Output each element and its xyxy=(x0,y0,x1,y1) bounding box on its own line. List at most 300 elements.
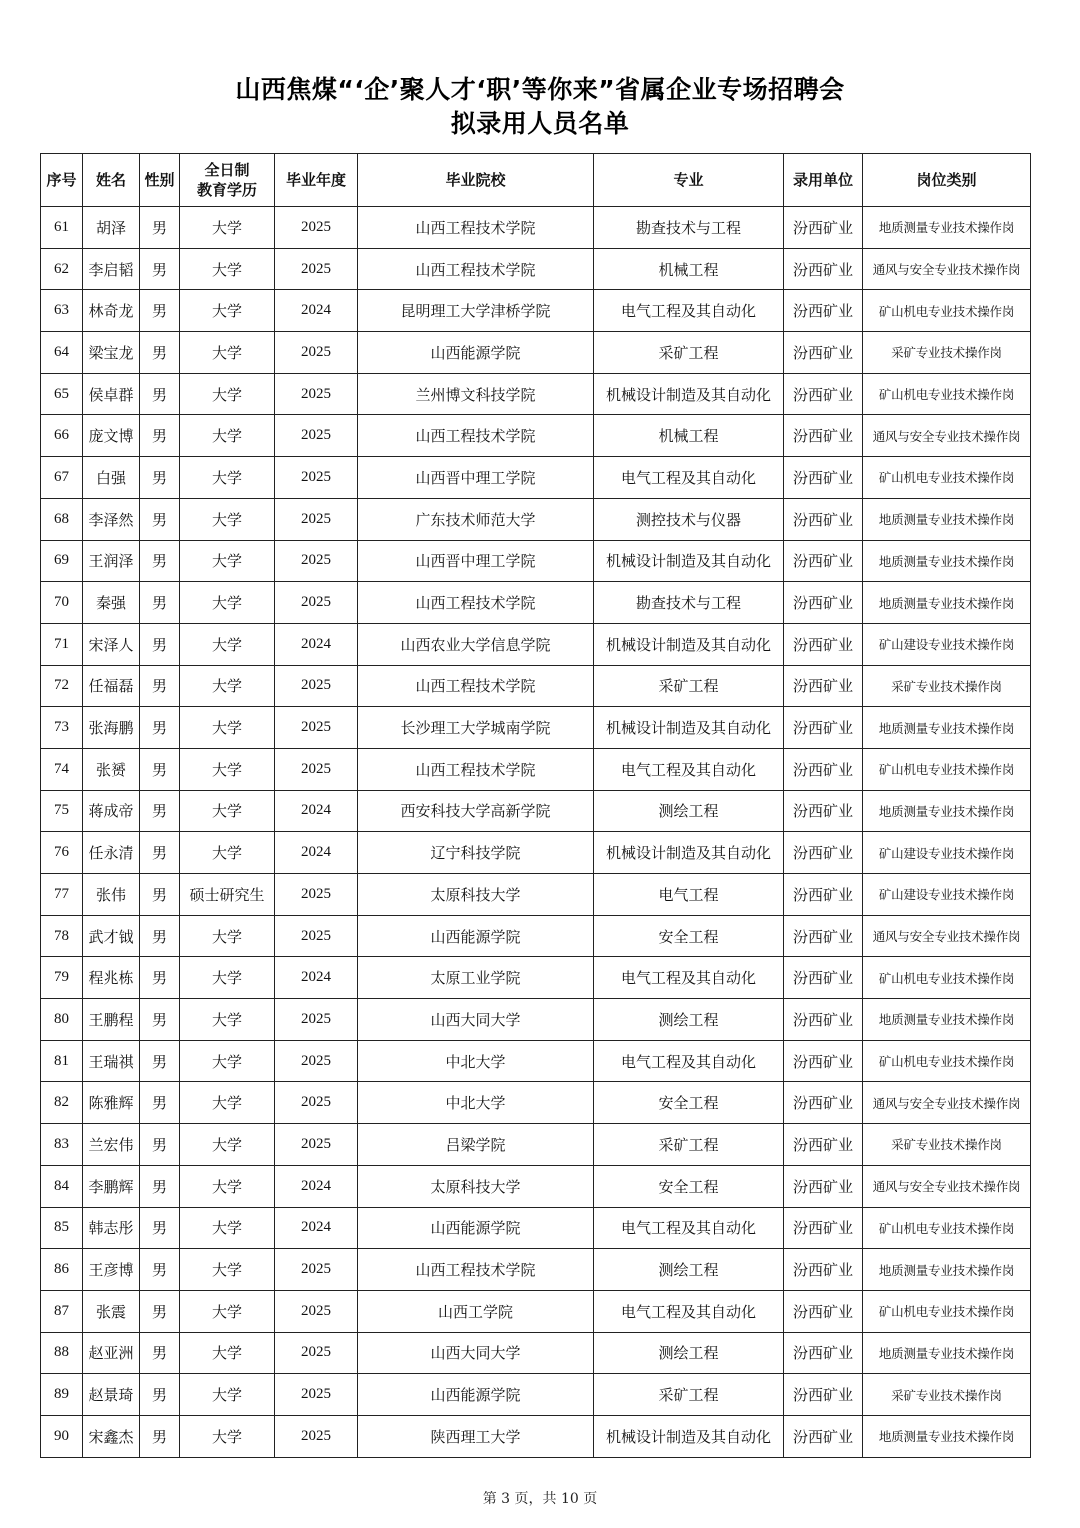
cell-graduation-year: 2024 xyxy=(275,623,358,665)
cell-hiring-unit: 汾西矿业 xyxy=(784,498,863,540)
table-row xyxy=(41,790,1031,832)
cell-education: 大学 xyxy=(180,748,275,790)
cell-school: 山西工程技术学院 xyxy=(358,207,594,249)
cell-school: 山西能源学院 xyxy=(358,915,594,957)
cell-gender: 男 xyxy=(140,415,180,457)
cell-graduation-year: 2025 xyxy=(275,248,358,290)
cell-hiring-unit: 汾西矿业 xyxy=(784,332,863,374)
cell-school: 兰州博文科技学院 xyxy=(358,373,594,415)
table-row xyxy=(41,498,1031,540)
hire-list-table xyxy=(40,153,1031,1458)
cell-major: 勘查技术与工程 xyxy=(594,207,784,249)
cell-education: 大学 xyxy=(180,457,275,499)
cell-graduation-year: 2025 xyxy=(275,1249,358,1291)
cell-name: 梁宝龙 xyxy=(83,332,140,374)
cell-seq: 66 xyxy=(41,415,83,457)
cell-gender: 男 xyxy=(140,332,180,374)
cell-education: 大学 xyxy=(180,1165,275,1207)
cell-gender: 男 xyxy=(140,248,180,290)
cell-seq: 72 xyxy=(41,665,83,707)
cell-school: 广东技术师范大学 xyxy=(358,498,594,540)
cell-position-category: 地质测量专业技术操作岗 xyxy=(863,540,1031,582)
cell-hiring-unit: 汾西矿业 xyxy=(784,373,863,415)
cell-education: 大学 xyxy=(180,1290,275,1332)
cell-position-category: 矿山建设专业技术操作岗 xyxy=(863,874,1031,916)
cell-education: 大学 xyxy=(180,1082,275,1124)
header-position-category: 岗位类别 xyxy=(863,154,1031,207)
cell-gender: 男 xyxy=(140,874,180,916)
cell-school: 辽宁科技学院 xyxy=(358,832,594,874)
cell-major: 测绘工程 xyxy=(594,790,784,832)
cell-name: 韩志彤 xyxy=(83,1207,140,1249)
cell-school: 太原科技大学 xyxy=(358,1165,594,1207)
cell-seq: 82 xyxy=(41,1082,83,1124)
cell-major: 测绘工程 xyxy=(594,1332,784,1374)
cell-school: 昆明理工大学津桥学院 xyxy=(358,290,594,332)
cell-seq: 78 xyxy=(41,915,83,957)
cell-gender: 男 xyxy=(140,498,180,540)
cell-graduation-year: 2025 xyxy=(275,707,358,749)
cell-gender: 男 xyxy=(140,748,180,790)
cell-name: 胡泽 xyxy=(83,207,140,249)
cell-graduation-year: 2025 xyxy=(275,457,358,499)
page-footer: 第 3 页，共 10 页 xyxy=(482,1491,598,1507)
cell-school: 山西能源学院 xyxy=(358,1207,594,1249)
table-row xyxy=(41,665,1031,707)
cell-name: 李鹏辉 xyxy=(83,1165,140,1207)
header-graduation-year: 毕业年度 xyxy=(275,154,358,207)
cell-education: 大学 xyxy=(180,832,275,874)
table-row xyxy=(41,207,1031,249)
cell-school: 山西工程技术学院 xyxy=(358,1249,594,1291)
cell-seq: 67 xyxy=(41,457,83,499)
header-school: 毕业院校 xyxy=(358,154,594,207)
table-row xyxy=(41,915,1031,957)
cell-gender: 男 xyxy=(140,540,180,582)
cell-gender: 男 xyxy=(140,1082,180,1124)
cell-seq: 85 xyxy=(41,1207,83,1249)
cell-gender: 男 xyxy=(140,373,180,415)
cell-graduation-year: 2024 xyxy=(275,832,358,874)
cell-seq: 73 xyxy=(41,707,83,749)
cell-name: 张震 xyxy=(83,1290,140,1332)
cell-hiring-unit: 汾西矿业 xyxy=(784,582,863,624)
cell-gender: 男 xyxy=(140,1290,180,1332)
cell-education: 大学 xyxy=(180,1332,275,1374)
cell-school: 山西能源学院 xyxy=(358,1374,594,1416)
cell-position-category: 地质测量专业技术操作岗 xyxy=(863,582,1031,624)
cell-gender: 男 xyxy=(140,1249,180,1291)
cell-major: 安全工程 xyxy=(594,915,784,957)
cell-gender: 男 xyxy=(140,832,180,874)
table-row xyxy=(41,332,1031,374)
cell-major: 机械设计制造及其自动化 xyxy=(594,1415,784,1457)
cell-graduation-year: 2025 xyxy=(275,415,358,457)
cell-name: 赵景琦 xyxy=(83,1374,140,1416)
cell-education: 大学 xyxy=(180,248,275,290)
cell-school: 山西工程技术学院 xyxy=(358,415,594,457)
cell-education: 大学 xyxy=(180,332,275,374)
cell-graduation-year: 2025 xyxy=(275,1290,358,1332)
cell-name: 任永清 xyxy=(83,832,140,874)
cell-seq: 90 xyxy=(41,1415,83,1457)
table-row xyxy=(41,1249,1031,1291)
cell-school: 长沙理工大学城南学院 xyxy=(358,707,594,749)
cell-hiring-unit: 汾西矿业 xyxy=(784,1124,863,1166)
table-row xyxy=(41,415,1031,457)
cell-hiring-unit: 汾西矿业 xyxy=(784,957,863,999)
cell-name: 李泽然 xyxy=(83,498,140,540)
cell-education: 大学 xyxy=(180,915,275,957)
cell-major: 采矿工程 xyxy=(594,332,784,374)
table-row xyxy=(41,457,1031,499)
cell-education: 大学 xyxy=(180,498,275,540)
cell-position-category: 矿山机电专业技术操作岗 xyxy=(863,748,1031,790)
cell-seq: 70 xyxy=(41,582,83,624)
cell-education: 大学 xyxy=(180,373,275,415)
cell-name: 张伟 xyxy=(83,874,140,916)
cell-major: 测控技术与仪器 xyxy=(594,498,784,540)
cell-name: 王鹏程 xyxy=(83,999,140,1041)
cell-name: 宋泽人 xyxy=(83,623,140,665)
cell-gender: 男 xyxy=(140,915,180,957)
cell-major: 电气工程及其自动化 xyxy=(594,457,784,499)
header-gender: 性别 xyxy=(140,154,180,207)
cell-hiring-unit: 汾西矿业 xyxy=(784,999,863,1041)
table-row xyxy=(41,582,1031,624)
cell-position-category: 地质测量专业技术操作岗 xyxy=(863,1249,1031,1291)
cell-name: 蒋成帝 xyxy=(83,790,140,832)
cell-position-category: 采矿专业技术操作岗 xyxy=(863,665,1031,707)
cell-name: 程兆栋 xyxy=(83,957,140,999)
cell-graduation-year: 2024 xyxy=(275,290,358,332)
cell-school: 吕梁学院 xyxy=(358,1124,594,1166)
cell-position-category: 通风与安全专业技术操作岗 xyxy=(863,248,1031,290)
cell-seq: 87 xyxy=(41,1290,83,1332)
cell-gender: 男 xyxy=(140,999,180,1041)
cell-gender: 男 xyxy=(140,1040,180,1082)
cell-major: 勘查技术与工程 xyxy=(594,582,784,624)
cell-graduation-year: 2024 xyxy=(275,1207,358,1249)
cell-major: 机械工程 xyxy=(594,415,784,457)
cell-school: 山西晋中理工学院 xyxy=(358,540,594,582)
cell-name: 侯卓群 xyxy=(83,373,140,415)
cell-major: 测绘工程 xyxy=(594,1249,784,1291)
cell-education: 大学 xyxy=(180,290,275,332)
cell-name: 王瑞祺 xyxy=(83,1040,140,1082)
cell-hiring-unit: 汾西矿业 xyxy=(784,1082,863,1124)
cell-graduation-year: 2024 xyxy=(275,1165,358,1207)
cell-education: 硕士研究生 xyxy=(180,874,275,916)
cell-position-category: 矿山建设专业技术操作岗 xyxy=(863,832,1031,874)
cell-name: 兰宏伟 xyxy=(83,1124,140,1166)
cell-graduation-year: 2025 xyxy=(275,373,358,415)
cell-position-category: 地质测量专业技术操作岗 xyxy=(863,790,1031,832)
cell-name: 张海鹏 xyxy=(83,707,140,749)
cell-position-category: 通风与安全专业技术操作岗 xyxy=(863,915,1031,957)
cell-position-category: 地质测量专业技术操作岗 xyxy=(863,999,1031,1041)
cell-education: 大学 xyxy=(180,707,275,749)
table-row xyxy=(41,1332,1031,1374)
cell-position-category: 地质测量专业技术操作岗 xyxy=(863,707,1031,749)
cell-graduation-year: 2025 xyxy=(275,999,358,1041)
cell-major: 安全工程 xyxy=(594,1082,784,1124)
cell-gender: 男 xyxy=(140,457,180,499)
cell-education: 大学 xyxy=(180,999,275,1041)
cell-graduation-year: 2025 xyxy=(275,207,358,249)
cell-school: 中北大学 xyxy=(358,1040,594,1082)
cell-position-category: 矿山机电专业技术操作岗 xyxy=(863,1040,1031,1082)
document-title: 山西焦煤“‘企’聚人才‘职’等你来”省属企业专场招聘会 xyxy=(235,75,845,104)
cell-seq: 86 xyxy=(41,1249,83,1291)
cell-hiring-unit: 汾西矿业 xyxy=(784,915,863,957)
table-header-row xyxy=(41,154,1031,207)
cell-hiring-unit: 汾西矿业 xyxy=(784,707,863,749)
cell-name: 任福磊 xyxy=(83,665,140,707)
cell-graduation-year: 2025 xyxy=(275,540,358,582)
cell-gender: 男 xyxy=(140,665,180,707)
cell-major: 机械设计制造及其自动化 xyxy=(594,540,784,582)
cell-school: 山西晋中理工学院 xyxy=(358,457,594,499)
cell-seq: 62 xyxy=(41,248,83,290)
cell-seq: 76 xyxy=(41,832,83,874)
cell-graduation-year: 2025 xyxy=(275,915,358,957)
cell-graduation-year: 2025 xyxy=(275,1124,358,1166)
cell-major: 电气工程及其自动化 xyxy=(594,1207,784,1249)
cell-hiring-unit: 汾西矿业 xyxy=(784,248,863,290)
table-row xyxy=(41,540,1031,582)
cell-seq: 69 xyxy=(41,540,83,582)
cell-graduation-year: 2025 xyxy=(275,1040,358,1082)
cell-hiring-unit: 汾西矿业 xyxy=(784,748,863,790)
cell-school: 太原工业学院 xyxy=(358,957,594,999)
cell-position-category: 地质测量专业技术操作岗 xyxy=(863,498,1031,540)
cell-major: 采矿工程 xyxy=(594,665,784,707)
cell-major: 电气工程及其自动化 xyxy=(594,1290,784,1332)
cell-major: 电气工程及其自动化 xyxy=(594,1040,784,1082)
cell-seq: 89 xyxy=(41,1374,83,1416)
cell-school: 山西大同大学 xyxy=(358,999,594,1041)
cell-gender: 男 xyxy=(140,1124,180,1166)
cell-name: 宋鑫杰 xyxy=(83,1415,140,1457)
cell-gender: 男 xyxy=(140,623,180,665)
table-row xyxy=(41,1124,1031,1166)
cell-major: 机械设计制造及其自动化 xyxy=(594,373,784,415)
table-row xyxy=(41,1040,1031,1082)
header-hiring-unit: 录用单位 xyxy=(784,154,863,207)
table-row xyxy=(41,1415,1031,1457)
cell-position-category: 采矿专业技术操作岗 xyxy=(863,1374,1031,1416)
cell-hiring-unit: 汾西矿业 xyxy=(784,790,863,832)
cell-hiring-unit: 汾西矿业 xyxy=(784,1249,863,1291)
cell-education: 大学 xyxy=(180,665,275,707)
cell-major: 采矿工程 xyxy=(594,1124,784,1166)
cell-graduation-year: 2025 xyxy=(275,498,358,540)
cell-hiring-unit: 汾西矿业 xyxy=(784,457,863,499)
cell-seq: 64 xyxy=(41,332,83,374)
cell-gender: 男 xyxy=(140,290,180,332)
cell-position-category: 矿山机电专业技术操作岗 xyxy=(863,373,1031,415)
cell-hiring-unit: 汾西矿业 xyxy=(784,290,863,332)
cell-name: 王润泽 xyxy=(83,540,140,582)
table-row xyxy=(41,1374,1031,1416)
table-row xyxy=(41,290,1031,332)
cell-education: 大学 xyxy=(180,1249,275,1291)
header-seq: 序号 xyxy=(41,154,83,207)
table-row xyxy=(41,999,1031,1041)
cell-graduation-year: 2025 xyxy=(275,1374,358,1416)
cell-major: 采矿工程 xyxy=(594,1374,784,1416)
table-row xyxy=(41,1207,1031,1249)
cell-seq: 84 xyxy=(41,1165,83,1207)
cell-school: 西安科技大学高新学院 xyxy=(358,790,594,832)
cell-position-category: 通风与安全专业技术操作岗 xyxy=(863,415,1031,457)
cell-position-category: 地质测量专业技术操作岗 xyxy=(863,1332,1031,1374)
cell-major: 机械设计制造及其自动化 xyxy=(594,707,784,749)
cell-hiring-unit: 汾西矿业 xyxy=(784,1374,863,1416)
cell-position-category: 矿山机电专业技术操作岗 xyxy=(863,1207,1031,1249)
cell-position-category: 地质测量专业技术操作岗 xyxy=(863,207,1031,249)
cell-seq: 81 xyxy=(41,1040,83,1082)
cell-major: 安全工程 xyxy=(594,1165,784,1207)
cell-gender: 男 xyxy=(140,790,180,832)
cell-major: 机械设计制造及其自动化 xyxy=(594,832,784,874)
cell-gender: 男 xyxy=(140,1165,180,1207)
cell-name: 张赟 xyxy=(83,748,140,790)
cell-position-category: 矿山机电专业技术操作岗 xyxy=(863,457,1031,499)
cell-school: 中北大学 xyxy=(358,1082,594,1124)
table-row xyxy=(41,1165,1031,1207)
cell-major: 电气工程 xyxy=(594,874,784,916)
cell-seq: 80 xyxy=(41,999,83,1041)
cell-seq: 74 xyxy=(41,748,83,790)
table-row xyxy=(41,707,1031,749)
cell-position-category: 矿山机电专业技术操作岗 xyxy=(863,290,1031,332)
cell-hiring-unit: 汾西矿业 xyxy=(784,623,863,665)
cell-graduation-year: 2025 xyxy=(275,332,358,374)
cell-seq: 83 xyxy=(41,1124,83,1166)
header-major: 专业 xyxy=(594,154,784,207)
table-row xyxy=(41,748,1031,790)
cell-position-category: 地质测量专业技术操作岗 xyxy=(863,1415,1031,1457)
cell-name: 秦强 xyxy=(83,582,140,624)
cell-position-category: 通风与安全专业技术操作岗 xyxy=(863,1082,1031,1124)
cell-school: 山西工程技术学院 xyxy=(358,582,594,624)
cell-school: 山西工学院 xyxy=(358,1290,594,1332)
cell-seq: 88 xyxy=(41,1332,83,1374)
cell-hiring-unit: 汾西矿业 xyxy=(784,1415,863,1457)
cell-hiring-unit: 汾西矿业 xyxy=(784,1040,863,1082)
cell-hiring-unit: 汾西矿业 xyxy=(784,1165,863,1207)
header-education-line1: 全日制 xyxy=(204,161,250,179)
cell-seq: 77 xyxy=(41,874,83,916)
cell-name: 赵亚洲 xyxy=(83,1332,140,1374)
table-row xyxy=(41,1290,1031,1332)
table-row xyxy=(41,832,1031,874)
cell-gender: 男 xyxy=(140,957,180,999)
cell-hiring-unit: 汾西矿业 xyxy=(784,207,863,249)
cell-seq: 63 xyxy=(41,290,83,332)
cell-name: 林奇龙 xyxy=(83,290,140,332)
table-row xyxy=(41,957,1031,999)
cell-hiring-unit: 汾西矿业 xyxy=(784,540,863,582)
cell-major: 机械工程 xyxy=(594,248,784,290)
cell-position-category: 采矿专业技术操作岗 xyxy=(863,332,1031,374)
cell-name: 武才钺 xyxy=(83,915,140,957)
cell-seq: 61 xyxy=(41,207,83,249)
cell-school: 山西能源学院 xyxy=(358,332,594,374)
cell-position-category: 采矿专业技术操作岗 xyxy=(863,1124,1031,1166)
cell-position-category: 矿山建设专业技术操作岗 xyxy=(863,623,1031,665)
cell-name: 陈雅辉 xyxy=(83,1082,140,1124)
cell-position-category: 矿山机电专业技术操作岗 xyxy=(863,957,1031,999)
cell-school: 太原科技大学 xyxy=(358,874,594,916)
cell-graduation-year: 2025 xyxy=(275,1332,358,1374)
cell-school: 山西工程技术学院 xyxy=(358,665,594,707)
cell-education: 大学 xyxy=(180,957,275,999)
cell-school: 陕西理工大学 xyxy=(358,1415,594,1457)
cell-education: 大学 xyxy=(180,1415,275,1457)
cell-education: 大学 xyxy=(180,1040,275,1082)
cell-seq: 71 xyxy=(41,623,83,665)
cell-major: 机械设计制造及其自动化 xyxy=(594,623,784,665)
cell-gender: 男 xyxy=(140,207,180,249)
table-row xyxy=(41,373,1031,415)
table-row xyxy=(41,874,1031,916)
cell-hiring-unit: 汾西矿业 xyxy=(784,874,863,916)
cell-name: 庞文博 xyxy=(83,415,140,457)
cell-position-category: 矿山机电专业技术操作岗 xyxy=(863,1290,1031,1332)
cell-major: 电气工程及其自动化 xyxy=(594,290,784,332)
cell-graduation-year: 2025 xyxy=(275,582,358,624)
cell-hiring-unit: 汾西矿业 xyxy=(784,665,863,707)
cell-education: 大学 xyxy=(180,415,275,457)
cell-major: 测绘工程 xyxy=(594,999,784,1041)
cell-education: 大学 xyxy=(180,1374,275,1416)
cell-school: 山西大同大学 xyxy=(358,1332,594,1374)
cell-major: 电气工程及其自动化 xyxy=(594,957,784,999)
cell-gender: 男 xyxy=(140,1207,180,1249)
cell-gender: 男 xyxy=(140,1332,180,1374)
cell-name: 白强 xyxy=(83,457,140,499)
cell-seq: 68 xyxy=(41,498,83,540)
cell-graduation-year: 2025 xyxy=(275,665,358,707)
cell-hiring-unit: 汾西矿业 xyxy=(784,415,863,457)
cell-graduation-year: 2025 xyxy=(275,748,358,790)
cell-gender: 男 xyxy=(140,582,180,624)
cell-gender: 男 xyxy=(140,1415,180,1457)
cell-education: 大学 xyxy=(180,623,275,665)
cell-graduation-year: 2025 xyxy=(275,1082,358,1124)
document-subtitle: 拟录用人员名单 xyxy=(450,109,630,138)
cell-school: 山西工程技术学院 xyxy=(358,748,594,790)
cell-seq: 75 xyxy=(41,790,83,832)
cell-gender: 男 xyxy=(140,1374,180,1416)
cell-gender: 男 xyxy=(140,707,180,749)
cell-education: 大学 xyxy=(180,582,275,624)
cell-graduation-year: 2024 xyxy=(275,790,358,832)
cell-school: 山西农业大学信息学院 xyxy=(358,623,594,665)
cell-name: 李启韬 xyxy=(83,248,140,290)
cell-education: 大学 xyxy=(180,540,275,582)
table-row xyxy=(41,623,1031,665)
header-education-line2: 教育学历 xyxy=(196,181,257,199)
cell-hiring-unit: 汾西矿业 xyxy=(784,1207,863,1249)
cell-hiring-unit: 汾西矿业 xyxy=(784,1290,863,1332)
cell-education: 大学 xyxy=(180,790,275,832)
cell-graduation-year: 2025 xyxy=(275,1415,358,1457)
cell-position-category: 通风与安全专业技术操作岗 xyxy=(863,1165,1031,1207)
